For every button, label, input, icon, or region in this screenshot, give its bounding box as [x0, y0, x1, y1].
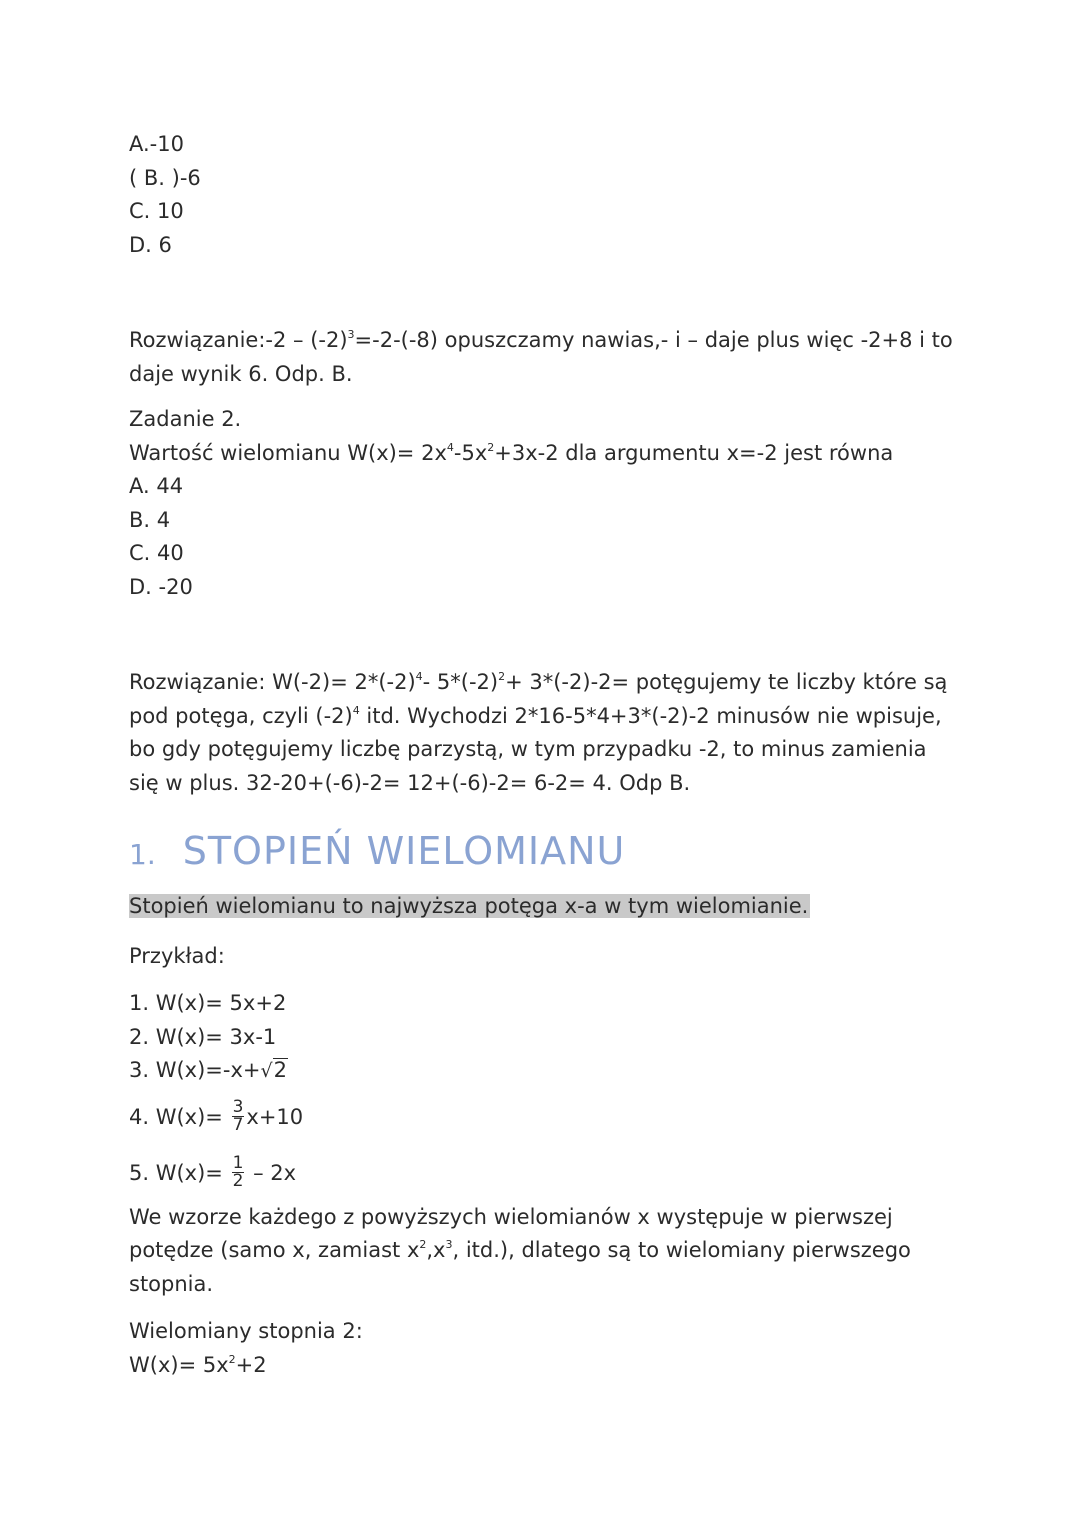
sqrt-symbol: √ 2	[260, 1058, 287, 1082]
q1-option-a: A.-10	[129, 132, 184, 156]
q2-question: Wartość wielomianu $W(x)= 2x^4-5x^2+3x-2$ dla argumentu x=-2 jest równa	[129, 440, 894, 465]
example-label: Przykład:	[129, 943, 225, 968]
section-heading	[129, 828, 959, 878]
fraction-1-2: $\frac{1}{2}$	[232, 1153, 244, 1191]
q1-option-b: ( B. )-6	[129, 165, 201, 190]
example-4: 4. W(x)= $\frac{3}{7}$ x+10	[129, 1097, 304, 1135]
definition	[129, 890, 959, 924]
q2-option-b: B. 4	[129, 507, 171, 532]
example-3: 3. W(x)=-x+ √ 2	[129, 1054, 959, 1089]
example-5: 5. W(x)= $\frac{1}{2}$ – 2x	[129, 1153, 297, 1191]
section-title: STOPIEŃ WIELOMIANU	[182, 829, 626, 873]
degree2-label: Wielomiany stopnia 2:	[129, 1319, 363, 1343]
explanation-note: We wzorze każdego z powyższych wielomianów x występuje w pierwszej potędze (samo x, zamiast $x^2,x^3$, itd.), dlatego są to wielomiany pierwszego stopnia.	[129, 1204, 911, 1296]
degree2-example: $W(x)= 5x^2+2$	[129, 1352, 267, 1377]
q1-option-c: C. 10	[129, 199, 184, 223]
section-number: 1.	[129, 838, 156, 871]
q2-solution: Rozwiązanie: $W(-2)= 2*(-2)^4-$ $5*(-2)^2+ 3*(-2)-2=$ potęgujemy te liczby które są pod potęga, czyli $(-2)^4$ itd. Wychodzi 2*16-5*4+3*(-2)-2 minusów nie wpisuje, bo gdy potęgujemy liczbę parzystą, w tym przypadku -2, to minus zamienia się w plus. 32-20+(-6)-2= 12+(-6)-2= 6-2= 4. Odp B.	[129, 670, 948, 795]
q2-title: Zadanie 2.	[129, 407, 242, 431]
fraction-3-7: $\frac{3}{7}$	[232, 1097, 244, 1135]
example-1: 1. W(x)= 5x+2	[129, 991, 287, 1015]
document-page	[129, 128, 959, 1382]
definition-highlight: Stopień wielomianu to najwyższa potęga x-a w tym wielomianie.	[129, 894, 809, 918]
q2-option-d: D. -20	[129, 574, 193, 599]
q2-option-a: A. 44	[129, 474, 184, 498]
q2-option-c: C. 40	[129, 541, 184, 565]
example-2: 2. W(x)= 3x-1	[129, 1024, 277, 1049]
q1-solution: Rozwiązanie:-2 – $(-2)^3=-2-(-8)$ opuszczamy nawias,- i – daje plus więc -2+8 i to daje wynik 6. Odp. B.	[129, 328, 953, 386]
q1-option-d: D. 6	[129, 232, 172, 257]
q1-options	[129, 128, 959, 262]
